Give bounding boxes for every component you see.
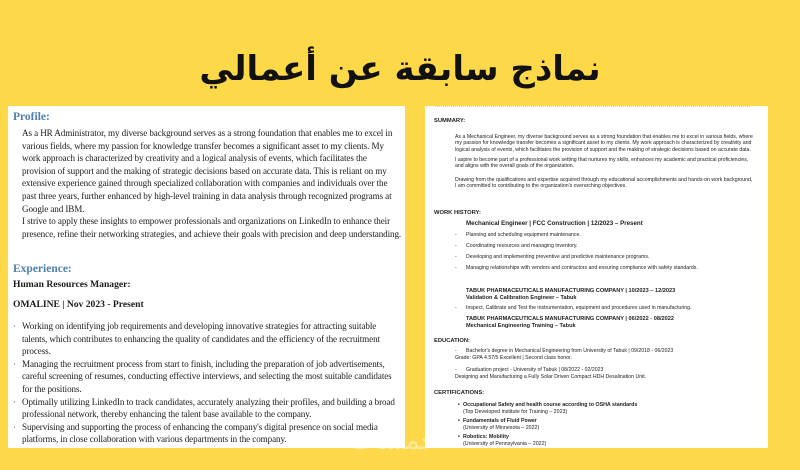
education-heading: EDUCATION: xyxy=(434,338,470,344)
divider xyxy=(435,106,750,107)
list-item: · Managing the recruitment process from start to finish, including the preparation of job advertisements, careful screening of resumes, conducting effective interviews, and selecting the most suitable candidates for the positions. xyxy=(13,358,403,396)
list-item: - Inspect, Calibrate and Test the instrumentation, equipment and procedures used in manufacturing. xyxy=(455,305,692,311)
summary-paragraph: Drawing from the qualifications and expertise acquired through my educational accomplishments and hands-on work background, I am committed to contributing to the organization's overarching objectives. xyxy=(455,177,753,190)
education-detail: Grade: GPA 4.57/5 Excellent | Second class honor. xyxy=(455,355,572,361)
engineer-resume-sample xyxy=(425,106,768,448)
job-company: OMALINE | Nov 2023 - Present xyxy=(13,299,144,310)
certification-item: • Fundamentals of Fluid Power (University of Minnesota – 2022) xyxy=(458,418,539,431)
experience-bullets xyxy=(13,320,403,446)
certifications-heading: CERTIFICATIONS: xyxy=(434,390,485,396)
job-company: TABUK PHARMACEUTICALS MANUFACTURING COMPANY | 06/2022 - 08/2022 xyxy=(466,316,674,322)
certification-item: • Robotics: Mobility (University of Pennsylvania – 2022) xyxy=(458,434,546,447)
job-title: Mechanical Engineering Training – Tabuk xyxy=(466,323,576,329)
experience-heading: Experience: xyxy=(13,263,72,275)
list-item: - Graduation project - University of Tabuk | 08/2022 - 02/2023 xyxy=(455,367,604,373)
certification-item: • Occupational Safety and health course according to OSHA standards (Top Developed institute for Training – 2023) xyxy=(458,402,637,415)
job-title: Mechanical Engineer | FCC Construction | 12/2023 – Present xyxy=(466,220,643,227)
list-item: · Working on identifying job requirements and developing innovative strategies for attracting suitable talents, which contributes to enhancing the quality of candidates and the efficiency of the recruitment process. xyxy=(13,320,403,358)
page-title: نماذج سابقة عن أعمالي xyxy=(199,49,601,89)
work-history-heading: WORK HISTORY: xyxy=(434,210,481,216)
summary-paragraph: I aspire to become part of a professional work setting that nurtures my skills, enhances my academic and practical proficiencies, and aligns with the overall goals of the organization. xyxy=(455,157,749,170)
profile-paragraph: As a HR Administrator, my diverse background serves as a strong foundation that enables me to excel in various fields, where my passion for knowledge transfer becomes a significant asset to my clients. My work approach is characterized by creativity and a logical analysis of events, which facilitates the provision of support and the making of strategic decisions based on accurate data. This is reliant on my extensive experience gained through specialized collaboration with companies and individuals over the past three years, further enhanced by high-level training in data analysis through recognized programs at Google and IBM. xyxy=(22,128,393,214)
list-item: - Developing and implementing preventive and predictive maintenance programs. xyxy=(455,254,650,260)
job-company: TABUK PHARMACEUTICALS MANUFACTURING COMPANY | 10/2023 – 12/2023 xyxy=(466,288,676,294)
job-title: Human Resources Manager: xyxy=(13,279,131,290)
list-item: - Planning and scheduling equipment maintenance. xyxy=(455,232,581,238)
list-item: - Coordinating resources and managing inventory. xyxy=(455,243,578,249)
job-title: Validation & Calibration Engineer – Tabuk xyxy=(466,295,577,301)
summary-paragraph: As a Mechanical Engineer, my diverse background serves as a strong foundation that enables me to excel in various fields, where my passion for knowledge transfer becomes a significant asset to my clients. My work approach is characterized by creativity and logical analysis of events, which facilitates the provision of support and the making of strategic decisions based on accurate data. xyxy=(455,134,753,153)
list-item: - Managing relationships with vendors and contractors and ensuring compliance with safety standards. xyxy=(455,265,698,271)
list-item: · Supervising and supporting the process of enhancing the company's digital presence on social media platforms, in close collaboration with various departments in the company. xyxy=(13,421,403,446)
summary-heading: SUMMARY: xyxy=(434,118,466,124)
hr-resume-sample xyxy=(8,106,405,448)
list-item: · Optimally utilizing LinkedIn to track candidates, accurately analyzing their profiles, and building a broad professional network, thereby enhancing the talent base available to the company. xyxy=(13,396,403,421)
profile-heading: Profile: xyxy=(13,111,50,123)
education-detail: Designing and Manufacturing a Fully Solar Driven Compact HDH Desalination Unit. xyxy=(455,374,647,380)
profile-paragraph: I strive to apply these insights to empower professionals and organizations on LinkedIn to enhance their presence, refine their networking strategies, and achieve their goals with precision and deep understanding. xyxy=(22,216,402,239)
list-item: - Bachelor's degree in Mechanical Engineering from University of Tabuk | 09/2018 - 06/2023 xyxy=(455,348,674,354)
watermark-logo: خمسات xyxy=(350,426,437,456)
